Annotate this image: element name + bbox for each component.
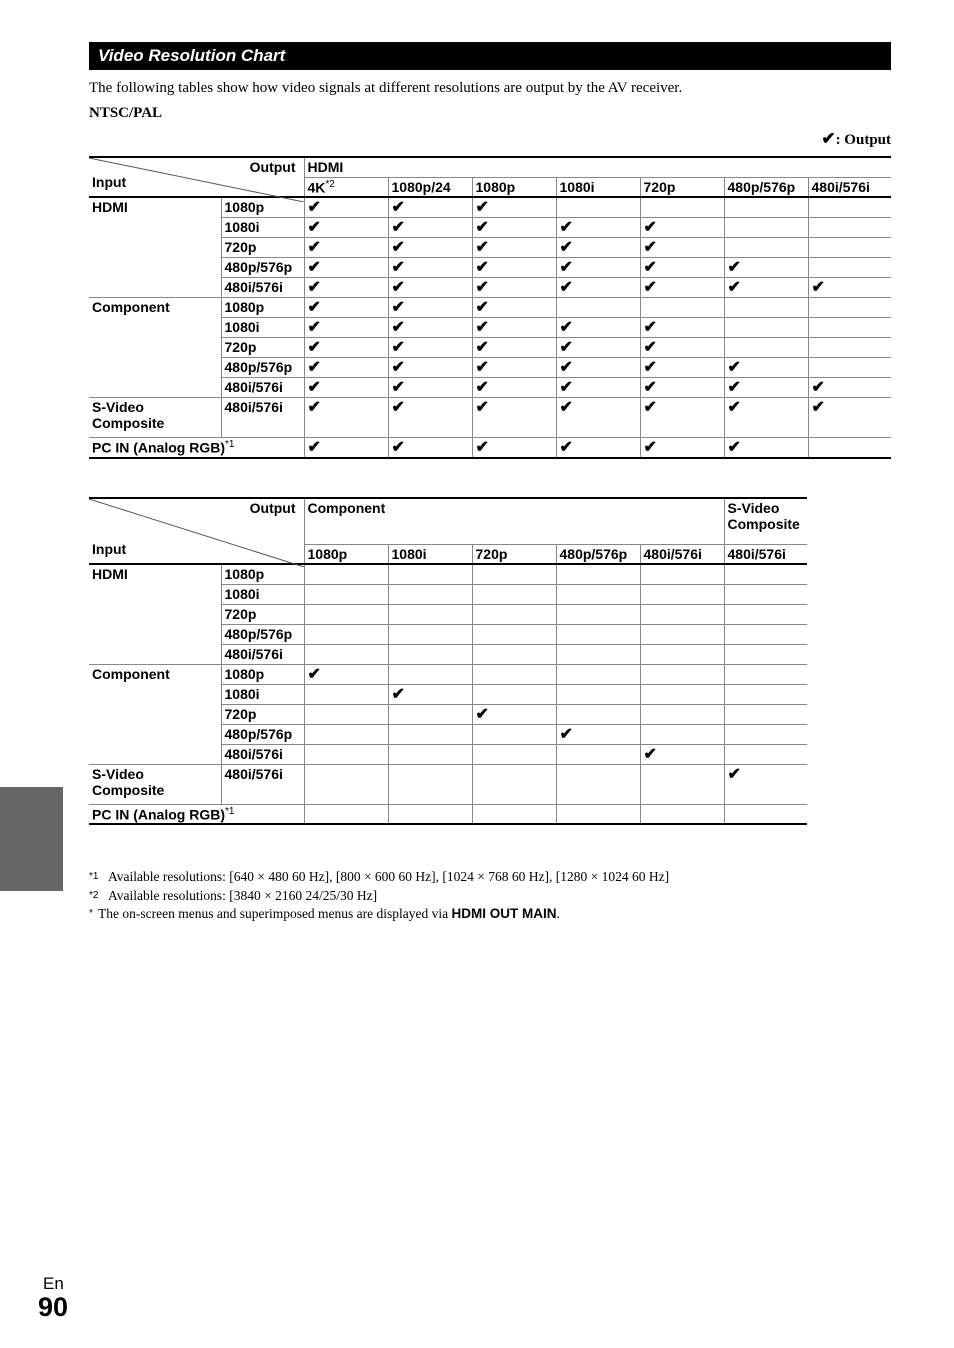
row-label: 480p/576p (221, 258, 304, 278)
check-mark: ✔ (472, 358, 556, 378)
col-header: 480i/576i (640, 544, 724, 564)
empty-cell (808, 298, 891, 318)
empty-cell (556, 604, 640, 624)
empty-cell (808, 238, 891, 258)
empty-cell (472, 584, 556, 604)
empty-cell (640, 604, 724, 624)
hdmi-output-table (89, 156, 891, 459)
col-header: 480i/576i (808, 177, 891, 197)
check-mark: ✔ (304, 197, 388, 218)
check-mark: ✔ (304, 318, 388, 338)
empty-cell (556, 624, 640, 644)
empty-cell (472, 764, 556, 804)
empty-cell (724, 804, 807, 824)
col-header: 1080p (304, 544, 388, 564)
check-mark: ✔ (640, 238, 724, 258)
check-mark: ✔ (304, 438, 388, 459)
check-mark: ✔ (388, 378, 472, 398)
empty-cell (304, 704, 388, 724)
check-mark: ✔ (556, 378, 640, 398)
check-mark: ✔ (472, 218, 556, 238)
check-mark: ✔ (472, 398, 556, 438)
empty-cell (472, 664, 556, 684)
empty-cell (640, 764, 724, 804)
empty-cell (724, 298, 808, 318)
check-mark: ✔ (556, 258, 640, 278)
empty-cell (724, 704, 807, 724)
input-label: Input (92, 541, 127, 557)
check-mark: ✔ (724, 764, 807, 804)
check-mark: ✔ (640, 358, 724, 378)
row-label: 1080p (221, 664, 304, 684)
empty-cell (556, 298, 640, 318)
empty-cell (724, 238, 808, 258)
col-header: 480p/576p (556, 544, 640, 564)
check-mark: ✔ (472, 238, 556, 258)
check-mark: ✔ (388, 358, 472, 378)
input-label: Input (92, 174, 127, 191)
check-mark: ✔ (388, 398, 472, 438)
empty-cell (304, 584, 388, 604)
empty-cell (472, 724, 556, 744)
empty-cell (556, 644, 640, 664)
row-label: 480p/576p (221, 358, 304, 378)
check-mark: ✔ (640, 378, 724, 398)
empty-cell (304, 624, 388, 644)
subheading: NTSC/PAL (89, 105, 163, 121)
empty-cell (724, 744, 807, 764)
output-label: Output (249, 159, 296, 175)
group-header-hdmi: HDMI (304, 157, 891, 177)
input-group-svideo: S-Video Composite (89, 764, 221, 804)
col-header: 480p/576p (724, 177, 808, 197)
section-title: Video Resolution Chart (89, 42, 891, 70)
check-mark: ✔ (388, 298, 472, 318)
empty-cell (556, 804, 640, 824)
group-header-svideo: S-Video Composite (724, 498, 807, 544)
col-header: 720p (640, 177, 724, 197)
check-mark: ✔ (388, 684, 472, 704)
empty-cell (388, 604, 472, 624)
check-mark: ✔ (724, 358, 808, 378)
check-mark: ✔ (640, 338, 724, 358)
footnote: *1 Available resolutions: [640 × 480 60 Hz], [800 × 600 60 Hz], [1024 × 768 60 Hz], [1280 × 1024 60 Hz] (89, 869, 670, 884)
empty-cell (724, 584, 807, 604)
check-mark: ✔ (388, 197, 472, 218)
row-label: 480i/576i (221, 278, 304, 298)
empty-cell (304, 684, 388, 704)
row-label: 1080i (221, 218, 304, 238)
check-mark: ✔ (472, 338, 556, 358)
input-pc: PC IN (Analog RGB)$^{*1}$ (89, 438, 304, 459)
empty-cell (388, 804, 472, 824)
table-row (89, 804, 807, 824)
empty-cell (640, 804, 724, 824)
row-label: 480i/576i (221, 644, 304, 664)
col-header: 1080i (556, 177, 640, 197)
check-mark: ✔ (556, 724, 640, 744)
empty-cell (556, 684, 640, 704)
empty-cell (388, 624, 472, 644)
empty-cell (724, 318, 808, 338)
empty-cell (388, 704, 472, 724)
check-mark: ✔ (556, 438, 640, 459)
check-mark: ✔ (556, 338, 640, 358)
row-label: 480p/576p (221, 624, 304, 644)
check-mark: ✔ (640, 744, 724, 764)
check-mark: ✔ (388, 238, 472, 258)
input-group-component: Component (89, 298, 221, 398)
col-header: 1080p/24 (388, 177, 472, 197)
col-header: 4K$^{*2}$ (304, 177, 388, 197)
check-mark: ✔ (304, 338, 388, 358)
empty-cell (388, 764, 472, 804)
check-mark: ✔ (304, 258, 388, 278)
check-mark: ✔ (472, 258, 556, 278)
table-row (89, 438, 891, 459)
empty-cell (808, 258, 891, 278)
empty-cell (472, 744, 556, 764)
check-mark: ✔ (556, 278, 640, 298)
empty-cell (556, 664, 640, 684)
empty-cell (304, 804, 388, 824)
empty-cell (388, 724, 472, 744)
empty-cell (640, 724, 724, 744)
empty-cell (556, 704, 640, 724)
check-mark: ✔ (472, 197, 556, 218)
check-mark: ✔ (388, 218, 472, 238)
empty-cell (640, 684, 724, 704)
empty-cell (556, 764, 640, 804)
empty-cell (724, 624, 807, 644)
check-mark: ✔ (724, 398, 808, 438)
empty-cell (640, 664, 724, 684)
empty-cell (808, 438, 891, 459)
empty-cell (556, 744, 640, 764)
table-row (89, 764, 807, 804)
group-header-component: Component (304, 498, 724, 544)
side-tab (0, 787, 63, 891)
check-mark: ✔ (472, 298, 556, 318)
input-group-hdmi: HDMI (89, 197, 221, 298)
col-header: 1080i (388, 544, 472, 564)
empty-cell (724, 338, 808, 358)
check-mark: ✔ (388, 338, 472, 358)
check-mark: ✔ (304, 358, 388, 378)
row-label: 1080i (221, 318, 304, 338)
empty-cell (808, 358, 891, 378)
row-label: 720p (221, 704, 304, 724)
empty-cell (724, 604, 807, 624)
empty-cell (304, 724, 388, 744)
check-mark: ✔ (472, 438, 556, 459)
empty-cell (724, 197, 808, 218)
empty-cell (556, 564, 640, 584)
empty-cell (388, 564, 472, 584)
footnotes (89, 868, 669, 924)
check-mark: ✔ (472, 318, 556, 338)
empty-cell (640, 644, 724, 664)
row-label: 480i/576i (221, 744, 304, 764)
empty-cell (724, 564, 807, 584)
check-mark: ✔ (808, 398, 891, 438)
check-mark: ✔ (724, 258, 808, 278)
empty-cell (304, 564, 388, 584)
check-mark: ✔ (556, 238, 640, 258)
legend-label: : Output (835, 132, 891, 148)
col-header: 1080p (472, 177, 556, 197)
footnote: * The on-screen menus and superimposed menus are displayed via HDMI OUT MAIN. (89, 906, 560, 921)
check-mark: ✔ (640, 438, 724, 459)
empty-cell (640, 197, 724, 218)
table-corner (89, 498, 304, 564)
check-mark: ✔ (724, 438, 808, 459)
empty-cell (472, 644, 556, 664)
row-label: 1080i (221, 684, 304, 704)
check-mark: ✔ (472, 704, 556, 724)
empty-cell (388, 744, 472, 764)
check-mark: ✔ (388, 258, 472, 278)
check-mark: ✔ (304, 298, 388, 318)
empty-cell (304, 604, 388, 624)
empty-cell (724, 218, 808, 238)
check-mark: ✔ (304, 238, 388, 258)
page-number: 90 (38, 1292, 69, 1322)
check-mark: ✔ (304, 398, 388, 438)
check-mark: ✔ (388, 278, 472, 298)
check-mark: ✔ (640, 318, 724, 338)
check-mark: ✔ (556, 218, 640, 238)
empty-cell (640, 298, 724, 318)
input-group-component: Component (89, 664, 221, 764)
input-group-svideo: S-Video Composite (89, 398, 221, 438)
check-mark: ✔ (388, 318, 472, 338)
empty-cell (388, 664, 472, 684)
empty-cell (640, 624, 724, 644)
input-group-hdmi: HDMI (89, 564, 221, 664)
check-mark: ✔ (472, 278, 556, 298)
empty-cell (304, 644, 388, 664)
empty-cell (556, 197, 640, 218)
row-label: 1080p (221, 564, 304, 584)
empty-cell (724, 724, 807, 744)
empty-cell (472, 604, 556, 624)
col-header: 720p (472, 544, 556, 564)
check-mark: ✔ (808, 378, 891, 398)
row-label: 1080p (221, 197, 304, 218)
empty-cell (472, 564, 556, 584)
check-mark: ✔ (724, 278, 808, 298)
empty-cell (808, 197, 891, 218)
table-row (89, 398, 891, 438)
check-mark: ✔ (388, 438, 472, 459)
intro-text: The following tables show how video signals at different resolutions are output by the AV receiver. (89, 80, 683, 96)
row-label: 1080p (221, 298, 304, 318)
check-mark: ✔ (640, 258, 724, 278)
empty-cell (808, 318, 891, 338)
row-label: 480i/576i (221, 764, 304, 804)
check-mark: ✔ (304, 378, 388, 398)
table-corner (89, 157, 304, 197)
row-label: 480i/576i (221, 378, 304, 398)
table-row (89, 298, 891, 318)
output-legend (821, 129, 891, 149)
empty-cell (556, 584, 640, 604)
check-mark: ✔ (304, 278, 388, 298)
check-mark: ✔ (724, 378, 808, 398)
empty-cell (472, 684, 556, 704)
empty-cell (724, 644, 807, 664)
check-mark: ✔ (472, 378, 556, 398)
empty-cell (472, 624, 556, 644)
check-mark: ✔ (556, 398, 640, 438)
empty-cell (724, 664, 807, 684)
check-mark: ✔ (304, 218, 388, 238)
empty-cell (304, 764, 388, 804)
table-row (89, 664, 807, 684)
check-mark: ✔ (556, 318, 640, 338)
table-row (89, 564, 807, 584)
empty-cell (304, 744, 388, 764)
col-header: 480i/576i (724, 544, 807, 564)
check-icon: ✔ (821, 129, 836, 148)
empty-cell (640, 564, 724, 584)
row-label: 480i/576i (221, 398, 304, 438)
check-mark: ✔ (640, 398, 724, 438)
language-label: En (43, 1274, 64, 1293)
empty-cell (640, 704, 724, 724)
empty-cell (472, 804, 556, 824)
row-label: 720p (221, 604, 304, 624)
check-mark: ✔ (640, 278, 724, 298)
analog-output-table (89, 497, 807, 825)
check-mark: ✔ (304, 664, 388, 684)
footnote: *2 Available resolutions: [3840 × 2160 24/25/30 Hz] (89, 887, 378, 903)
row-label: 720p (221, 338, 304, 358)
check-mark: ✔ (556, 358, 640, 378)
row-label: 720p (221, 238, 304, 258)
row-label: 480p/576p (221, 724, 304, 744)
empty-cell (640, 584, 724, 604)
output-label: Output (249, 500, 296, 516)
empty-cell (388, 584, 472, 604)
check-mark: ✔ (808, 278, 891, 298)
input-pc: PC IN (Analog RGB)$^{*1}$ (89, 804, 304, 824)
row-label: 1080i (221, 584, 304, 604)
empty-cell (388, 644, 472, 664)
empty-cell (808, 218, 891, 238)
check-mark: ✔ (640, 218, 724, 238)
empty-cell (808, 338, 891, 358)
empty-cell (724, 684, 807, 704)
